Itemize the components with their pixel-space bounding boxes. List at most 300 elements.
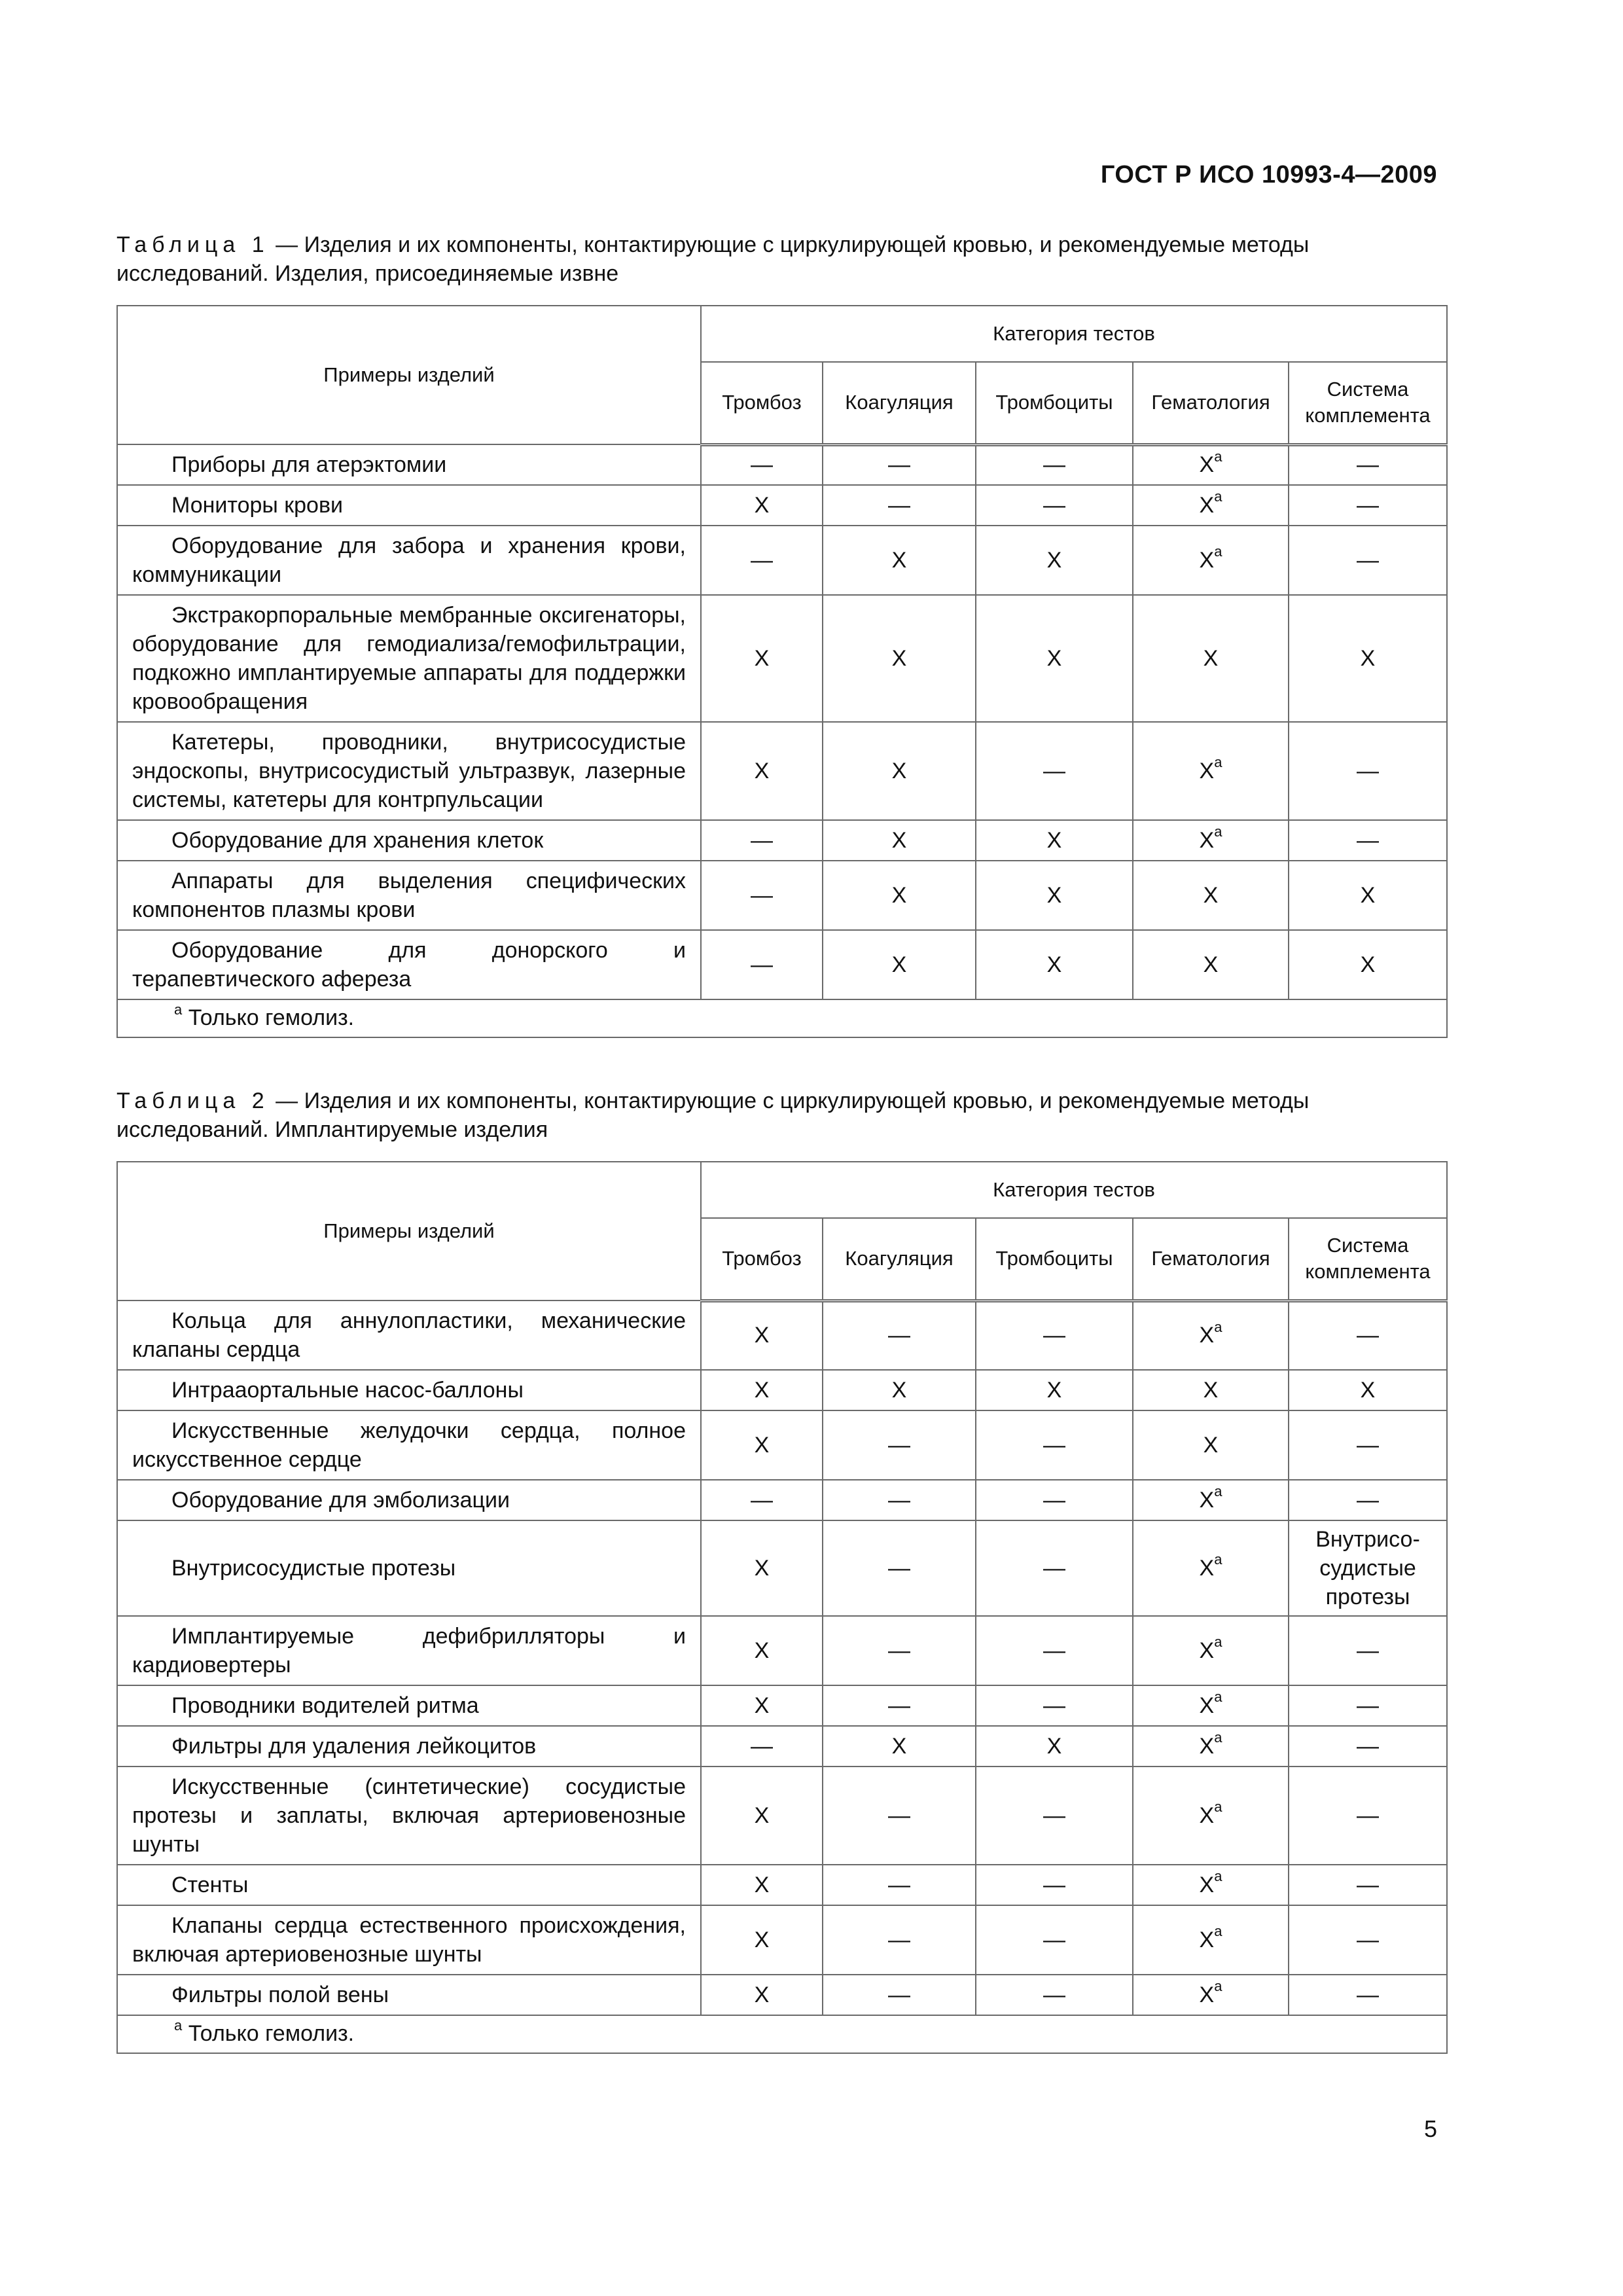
table-row — [117, 930, 1447, 999]
test-cell — [1289, 526, 1447, 595]
test-cell — [823, 861, 976, 930]
device-example-cell — [117, 1410, 701, 1480]
device-example: Кольца для аннулопластики, механические клапаны сердца — [132, 1308, 686, 1362]
test-cell — [823, 1685, 976, 1726]
test-value: X — [754, 1555, 770, 1581]
test-value: X — [1046, 1733, 1062, 1759]
device-example: Искусственные (синтетические) сосудистые протезы и заплаты, включая артериовенозные шунты — [132, 1774, 686, 1857]
test-cell — [823, 1616, 976, 1685]
test-cell — [1289, 1520, 1447, 1616]
test-value: — — [1043, 1803, 1065, 1828]
table1-header-col: Система комплемента — [1289, 362, 1447, 444]
test-value: X — [891, 827, 907, 853]
test-value: X — [754, 1377, 770, 1403]
table-row — [117, 526, 1447, 595]
test-value: X — [1199, 1927, 1215, 1952]
test-cell — [976, 444, 1133, 485]
test-value: — — [888, 1555, 910, 1581]
device-example-cell — [117, 1616, 701, 1685]
test-value: — — [751, 452, 773, 478]
test-value: X — [754, 1872, 770, 1897]
test-cell — [701, 1726, 823, 1767]
test-cell — [701, 1370, 823, 1410]
table-row — [117, 1905, 1447, 1975]
test-cell — [1289, 1726, 1447, 1767]
test-cell — [1133, 1410, 1289, 1480]
test-value: — — [1357, 1927, 1379, 1952]
footnote-marker: a — [1214, 543, 1222, 560]
test-value: — — [1357, 452, 1379, 478]
footnote-marker: a — [1214, 1634, 1222, 1651]
footnote-marker: a — [174, 1001, 183, 1018]
table-row — [117, 1726, 1447, 1767]
device-example: Клапаны сердца естественного происхождения, включая артериовенозные шунты — [132, 1913, 686, 1967]
test-cell — [976, 722, 1133, 820]
test-cell — [1133, 1685, 1289, 1726]
test-value: X — [891, 952, 907, 977]
test-cell — [1133, 930, 1289, 999]
footnote-marker: a — [1214, 754, 1222, 771]
table-row — [117, 595, 1447, 722]
test-value: X — [1199, 492, 1215, 518]
test-cell — [976, 1975, 1133, 2015]
table-row — [117, 1767, 1447, 1865]
test-cell — [1133, 1865, 1289, 1905]
test-value: X — [754, 1693, 770, 1718]
test-value: X — [754, 645, 770, 671]
test-cell — [701, 485, 823, 526]
table1-footnote — [117, 999, 1447, 1037]
table-row — [117, 1865, 1447, 1905]
device-example-cell — [117, 1767, 701, 1865]
table1 — [116, 305, 1448, 1038]
test-value: — — [888, 1638, 910, 1663]
device-example: Оборудование для хранения клеток — [171, 828, 544, 853]
test-value: — — [888, 1432, 910, 1458]
test-value: X — [891, 645, 907, 671]
test-cell — [701, 1975, 823, 2015]
test-value: — — [1043, 1927, 1065, 1952]
device-example: Искусственные желудочки сердца, полное искусственное сердце — [132, 1418, 686, 1472]
device-example: Фильтры полой вены — [171, 1982, 389, 2007]
test-value: X — [891, 1377, 907, 1403]
test-value: — — [1357, 1982, 1379, 2007]
device-example-cell — [117, 1300, 701, 1370]
table1-header-col: Тромбоз — [701, 362, 823, 444]
footnote-marker: a — [1214, 1799, 1222, 1816]
test-value: X — [754, 1982, 770, 2007]
device-example: Внутрисосудистые протезы — [171, 1556, 456, 1581]
test-value: — — [1357, 1323, 1379, 1348]
test-value: — — [888, 452, 910, 478]
device-example-cell — [117, 1726, 701, 1767]
test-cell — [701, 930, 823, 999]
device-example: Аппараты для выделения специфических компонентов плазмы крови — [132, 869, 686, 922]
test-value: X — [1360, 952, 1376, 977]
test-value: — — [1043, 1432, 1065, 1458]
test-cell — [1289, 1480, 1447, 1520]
device-example-cell — [117, 444, 701, 485]
test-cell — [701, 526, 823, 595]
table-row — [117, 722, 1447, 820]
test-cell — [823, 485, 976, 526]
table-row — [117, 861, 1447, 930]
test-cell — [701, 861, 823, 930]
test-cell — [976, 1616, 1133, 1685]
test-cell — [701, 1905, 823, 1975]
test-value: X — [754, 1432, 770, 1458]
table1-header-col: Тромбоциты — [976, 362, 1133, 444]
test-value: X — [1199, 1982, 1215, 2007]
test-value: — — [1043, 1323, 1065, 1348]
device-example-cell — [117, 526, 701, 595]
test-cell — [701, 1865, 823, 1905]
test-cell — [1133, 1975, 1289, 2015]
test-cell — [701, 595, 823, 722]
test-value: — — [1357, 1638, 1379, 1663]
test-cell — [976, 526, 1133, 595]
test-cell — [823, 444, 976, 485]
test-cell — [976, 595, 1133, 722]
test-cell — [1289, 1685, 1447, 1726]
test-value: — — [1043, 1638, 1065, 1663]
table1-caption — [116, 230, 1441, 288]
test-value: X — [1199, 1487, 1215, 1513]
test-cell — [976, 1905, 1133, 1975]
test-value: — — [1357, 492, 1379, 518]
document-code: ГОСТ Р ИСО 10993-4—2009 — [1100, 161, 1437, 188]
device-example-cell — [117, 930, 701, 999]
test-cell — [701, 1685, 823, 1726]
test-cell — [1289, 1616, 1447, 1685]
test-value: X — [1046, 645, 1062, 671]
test-value: — — [888, 1323, 910, 1348]
footnote-marker: a — [1214, 1483, 1222, 1500]
test-cell — [976, 1726, 1133, 1767]
test-cell — [1133, 861, 1289, 930]
test-cell — [701, 1300, 823, 1370]
device-example-cell — [117, 1975, 701, 2015]
test-cell — [1133, 1905, 1289, 1975]
test-cell — [1289, 1905, 1447, 1975]
test-cell — [823, 1410, 976, 1480]
test-value: X — [1199, 1733, 1215, 1759]
table2-caption — [116, 1086, 1441, 1144]
test-cell — [976, 820, 1133, 861]
table2-caption-text: — Изделия и их компоненты, контактирующие с циркулирующей кровью, и рекомендуемые методы исследований. Имплантируемые изделия — [116, 1088, 1310, 1142]
footnote-marker: a — [1214, 1729, 1222, 1746]
footnote-marker: a — [1214, 1868, 1222, 1885]
device-example: Мониторы крови — [171, 493, 344, 518]
test-value: — — [751, 1487, 773, 1513]
footnote-marker: a — [1214, 823, 1222, 840]
table-row — [117, 1480, 1447, 1520]
test-cell — [823, 526, 976, 595]
test-value: — — [888, 1803, 910, 1828]
test-cell — [823, 1865, 976, 1905]
test-value: — — [888, 1927, 910, 1952]
test-cell — [823, 1300, 976, 1370]
test-cell — [1133, 526, 1289, 595]
test-value: — — [1043, 492, 1065, 518]
test-value: X — [1046, 952, 1062, 977]
device-example-cell — [117, 1370, 701, 1410]
test-cell — [976, 485, 1133, 526]
test-cell — [1289, 1767, 1447, 1865]
test-value: X — [754, 1638, 770, 1663]
test-cell — [1289, 820, 1447, 861]
table-row — [117, 1975, 1447, 2015]
test-value: — — [1357, 827, 1379, 853]
table1-caption-text: — Изделия и их компоненты, контактирующие с циркулирующей кровью, и рекомендуемые методы исследований. Изделия, присоединяемые извне — [116, 232, 1310, 286]
test-cell — [823, 595, 976, 722]
test-value: — — [888, 1982, 910, 2007]
device-example: Оборудование для донорского и терапевтического афереза — [132, 938, 686, 992]
test-value: X — [1199, 547, 1215, 573]
footnote-marker: a — [1214, 488, 1222, 505]
footnote-text: Только гемолиз. — [182, 2021, 355, 2046]
table-row — [117, 444, 1447, 485]
table-row — [117, 1685, 1447, 1726]
test-cell — [1133, 820, 1289, 861]
test-cell — [976, 1685, 1133, 1726]
table-row — [117, 1410, 1447, 1480]
test-cell — [976, 1410, 1133, 1480]
test-value: X — [1203, 882, 1219, 908]
table-row — [117, 1616, 1447, 1685]
table2-footnote — [117, 2015, 1447, 2053]
device-example-cell — [117, 820, 701, 861]
test-value: — — [1043, 758, 1065, 783]
device-example: Оборудование для эмболизации — [171, 1488, 510, 1513]
test-value: X — [1360, 645, 1376, 671]
test-cell — [823, 1975, 976, 2015]
test-value: X — [1046, 547, 1062, 573]
test-cell — [823, 1520, 976, 1616]
table2-caption-label: Таблица 2 — [116, 1088, 270, 1113]
test-cell — [1289, 1300, 1447, 1370]
test-cell — [1289, 930, 1447, 999]
device-example-cell — [117, 722, 701, 820]
test-value: — — [751, 1733, 773, 1759]
test-value: X — [1360, 1377, 1376, 1403]
footnote-marker: a — [1214, 1978, 1222, 1995]
test-cell — [1289, 861, 1447, 930]
test-cell — [976, 930, 1133, 999]
test-value: X — [754, 1927, 770, 1952]
table-row — [117, 1300, 1447, 1370]
test-cell — [976, 1480, 1133, 1520]
test-value: X — [1199, 1638, 1215, 1663]
table2-header-col: Тромбоз — [701, 1218, 823, 1300]
test-cell — [823, 1726, 976, 1767]
test-value: — — [1043, 1982, 1065, 2007]
test-cell — [1289, 722, 1447, 820]
test-value: — — [751, 547, 773, 573]
test-cell — [823, 1767, 976, 1865]
test-cell — [976, 1520, 1133, 1616]
test-cell — [823, 722, 976, 820]
test-value: X — [1360, 882, 1376, 908]
test-value: — — [888, 1693, 910, 1718]
test-cell — [1289, 1410, 1447, 1480]
test-value: — — [1043, 1555, 1065, 1581]
table-row — [117, 485, 1447, 526]
test-value: — — [751, 827, 773, 853]
device-example-cell — [117, 1520, 701, 1616]
test-cell — [976, 1767, 1133, 1865]
test-cell — [1133, 485, 1289, 526]
test-cell — [976, 1300, 1133, 1370]
test-cell — [1133, 1616, 1289, 1685]
table2-header-col: Гематология — [1133, 1218, 1289, 1300]
test-cell — [1289, 1975, 1447, 2015]
test-cell — [1289, 444, 1447, 485]
test-value: X — [1199, 827, 1215, 853]
test-cell — [1133, 1480, 1289, 1520]
device-example-cell — [117, 861, 701, 930]
device-example: Интрааортальные насос-баллоны — [171, 1378, 524, 1403]
test-cell — [1133, 1300, 1289, 1370]
test-value: — — [751, 882, 773, 908]
table-row — [117, 1370, 1447, 1410]
test-value: — — [888, 1487, 910, 1513]
test-cell — [1289, 1865, 1447, 1905]
table1-header-examples: Примеры изделий — [117, 306, 701, 444]
test-cell — [701, 820, 823, 861]
device-example: Имплантируемые дефибрилляторы и кардиовертеры — [132, 1624, 686, 1677]
test-cell — [701, 722, 823, 820]
device-example-cell — [117, 595, 701, 722]
test-cell — [1289, 595, 1447, 722]
test-value: X — [1199, 758, 1215, 783]
test-value: — — [751, 952, 773, 977]
test-value: X — [754, 1803, 770, 1828]
device-example-cell — [117, 1685, 701, 1726]
test-value: X — [891, 758, 907, 783]
test-value: X — [891, 547, 907, 573]
device-example: Оборудование для забора и хранения крови, коммуникации — [132, 533, 686, 587]
page-number: 5 — [1423, 2115, 1437, 2142]
test-value: X — [754, 492, 770, 518]
test-cell — [823, 1480, 976, 1520]
test-value: X — [754, 1323, 770, 1348]
test-value: X — [1203, 1432, 1219, 1458]
test-value: X — [1046, 1377, 1062, 1403]
test-value: — — [1357, 758, 1379, 783]
test-value: — — [1043, 452, 1065, 478]
test-value: Внутрисо-судистые протезы — [1315, 1527, 1420, 1609]
test-cell — [823, 930, 976, 999]
test-value: — — [888, 1872, 910, 1897]
test-cell — [976, 861, 1133, 930]
footnote-marker: a — [1214, 1318, 1222, 1335]
test-cell — [701, 1767, 823, 1865]
test-value: — — [1357, 1733, 1379, 1759]
table1-header-col: Гематология — [1133, 362, 1289, 444]
device-example-cell — [117, 485, 701, 526]
test-value: — — [1357, 547, 1379, 573]
test-value: X — [1203, 645, 1219, 671]
device-example: Экстракорпоральные мембранные оксигенаторы, оборудование для гемодиализа/гемофильтрации, подкожно имплантируемые аппараты для поддержки кровообращения — [132, 603, 686, 714]
test-value: — — [1357, 1872, 1379, 1897]
test-value: — — [888, 492, 910, 518]
test-cell — [1289, 1370, 1447, 1410]
test-cell — [1289, 485, 1447, 526]
device-example-cell — [117, 1905, 701, 1975]
test-value: X — [1199, 1872, 1215, 1897]
table2-header-col: Система комплемента — [1289, 1218, 1447, 1300]
test-cell — [1133, 1767, 1289, 1865]
test-value: — — [1357, 1432, 1379, 1458]
table-row — [117, 820, 1447, 861]
test-value: — — [1357, 1693, 1379, 1718]
footnote-marker: a — [1214, 1923, 1222, 1940]
table2 — [116, 1161, 1448, 2054]
table1-caption-label: Таблица 1 — [116, 232, 270, 257]
table1-header-category: Категория тестов — [701, 306, 1447, 362]
table-row — [117, 1520, 1447, 1616]
test-cell — [1133, 1520, 1289, 1616]
test-cell — [823, 820, 976, 861]
table2-header-col: Тромбоциты — [976, 1218, 1133, 1300]
test-value: — — [1043, 1693, 1065, 1718]
test-value: X — [754, 758, 770, 783]
test-cell — [701, 444, 823, 485]
test-cell — [1133, 1726, 1289, 1767]
test-value: — — [1357, 1487, 1379, 1513]
test-cell — [976, 1865, 1133, 1905]
test-value: — — [1043, 1872, 1065, 1897]
test-value: X — [1199, 1323, 1215, 1348]
test-value: — — [1357, 1803, 1379, 1828]
footnote-marker: a — [1214, 1551, 1222, 1568]
device-example-cell — [117, 1865, 701, 1905]
test-cell — [701, 1616, 823, 1685]
test-cell — [1133, 1370, 1289, 1410]
test-value: X — [891, 1733, 907, 1759]
test-cell — [1133, 595, 1289, 722]
test-cell — [1133, 444, 1289, 485]
table2-header-examples: Примеры изделий — [117, 1162, 701, 1300]
device-example: Стенты — [171, 1873, 249, 1897]
device-example: Проводники водителей ритма — [171, 1693, 479, 1718]
test-cell — [976, 1370, 1133, 1410]
test-cell — [701, 1520, 823, 1616]
test-cell — [701, 1410, 823, 1480]
test-cell — [1133, 722, 1289, 820]
footnote-marker: a — [174, 2017, 183, 2034]
device-example: Катетеры, проводники, внутрисосудистые эндоскопы, внутрисосудистый ультразвук, лазерные системы, катетеры для контрпульсации — [132, 730, 686, 812]
test-cell — [823, 1905, 976, 1975]
test-value: X — [1203, 952, 1219, 977]
footnote-marker: a — [1214, 448, 1222, 465]
test-value: — — [1043, 1487, 1065, 1513]
table2-header-category: Категория тестов — [701, 1162, 1447, 1218]
test-value: X — [1046, 827, 1062, 853]
test-cell — [823, 1370, 976, 1410]
table1-header-col: Коагуляция — [823, 362, 976, 444]
table2-header-col: Коагуляция — [823, 1218, 976, 1300]
test-value: X — [1199, 452, 1215, 478]
footnote-text: Только гемолиз. — [182, 1005, 355, 1030]
device-example: Фильтры для удаления лейкоцитов — [171, 1734, 537, 1759]
footnote-marker: a — [1214, 1689, 1222, 1706]
test-value: X — [1199, 1693, 1215, 1718]
test-value: X — [1203, 1377, 1219, 1403]
test-value: X — [1199, 1555, 1215, 1581]
test-value: X — [1046, 882, 1062, 908]
